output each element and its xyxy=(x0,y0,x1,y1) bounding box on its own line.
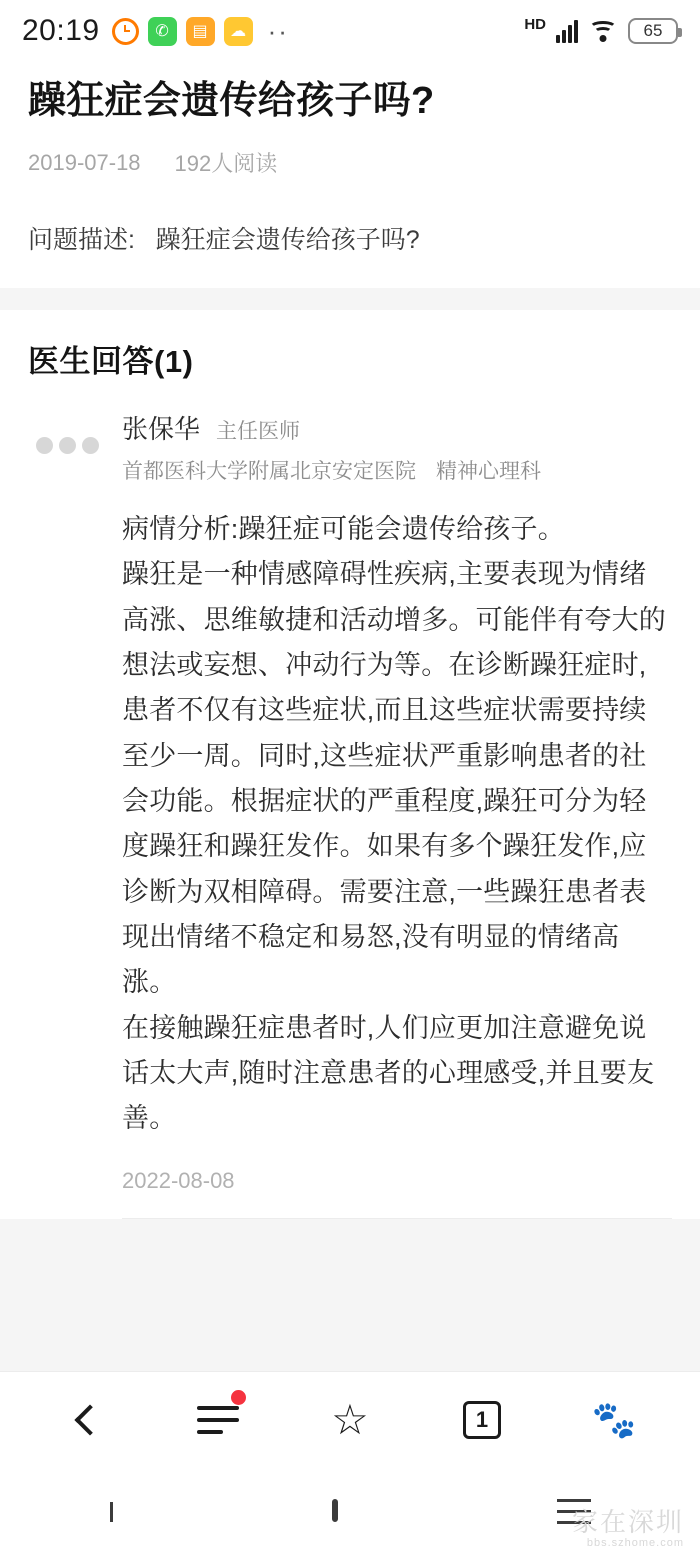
doctor-name[interactable]: 张保华 xyxy=(122,413,201,444)
status-notification-icons xyxy=(112,17,289,46)
page-title: 躁狂症会遗传给孩子吗? xyxy=(28,80,435,122)
doctor-block[interactable] xyxy=(28,407,672,485)
doctor-title: 主任医师 xyxy=(216,419,301,443)
nav-back-button[interactable] xyxy=(110,1502,113,1520)
article-meta xyxy=(28,147,672,178)
browser-toolbar xyxy=(0,1371,700,1467)
status-right-group xyxy=(524,15,678,44)
nav-home-icon xyxy=(332,1499,338,1522)
watermark-line2: bbs.szhome.com xyxy=(586,1536,684,1549)
answer-body xyxy=(122,507,672,1142)
avatar xyxy=(28,407,106,485)
answer-paragraph: 在接触躁狂症患者时,人们应更加注意避免说话太大声,随时注意患者的心理感受,并且要友善。 xyxy=(122,1012,655,1134)
answer-paragraph: 病情分析:躁狂症可能会遗传给孩子。 xyxy=(122,513,565,544)
profile-button[interactable] xyxy=(576,1382,652,1458)
more-notifications-icon: ·· xyxy=(267,16,289,46)
answer-paragraph: 躁狂是一种情感障碍性疾病,主要表现为情绪高涨、思维敏捷和活动增多。可能伴有夸大的想法或妄想、冲动行为等。在诊断躁狂症时,患者不仅有这些症状,而且这些症状需要持续至少一周。同时,这些症状严重影响患者的社会功能。根据症状的严重程度,躁狂可分为轻度躁狂和躁狂发作。如果有多个躁狂发作,应诊断为双相障碍。需要注意,一些躁狂患者表现出情绪不稳定和易怒,没有明显的情绪高涨。 xyxy=(122,559,666,998)
watermark-line1: 家在深圳 xyxy=(571,1507,684,1538)
nav-home-button[interactable] xyxy=(332,1502,338,1520)
battery-icon: 65 xyxy=(628,18,678,44)
chevron-left-icon xyxy=(74,1404,105,1435)
hd-badge: HD xyxy=(524,15,546,33)
page-blank-area xyxy=(0,1219,700,1371)
status-bar xyxy=(0,0,700,62)
star-icon: ☆ xyxy=(331,1395,369,1443)
doctor-secondary-line xyxy=(122,455,672,485)
question-description xyxy=(28,222,672,260)
doctor-hospital: 首都医科大学附属北京安定医院 xyxy=(122,459,416,483)
status-time: 20:19 xyxy=(22,14,100,47)
article-header xyxy=(0,62,700,288)
nav-back-icon xyxy=(110,1502,113,1522)
menu-icon xyxy=(197,1406,239,1434)
notification-dot-icon xyxy=(231,1390,246,1405)
favorite-button[interactable] xyxy=(312,1382,388,1458)
answers-section xyxy=(0,310,700,1219)
wifi-icon xyxy=(588,20,618,43)
doctor-department: 精神心理科 xyxy=(436,459,541,483)
menu-button[interactable] xyxy=(180,1382,256,1458)
paw-icon: 🐾 xyxy=(591,1398,637,1440)
android-nav-bar xyxy=(0,1467,700,1555)
cloud-icon: ☁ xyxy=(224,17,253,46)
memo-icon: ▤ xyxy=(186,17,215,46)
article-read-count: 192人阅读 xyxy=(174,151,278,177)
nav-recents-icon xyxy=(557,1499,591,1524)
back-button[interactable] xyxy=(48,1382,124,1458)
tab-count-badge: 1 xyxy=(463,1401,501,1439)
doctor-info xyxy=(122,407,672,485)
signal-icon xyxy=(556,19,578,43)
alarm-icon xyxy=(112,18,139,45)
question-description-text: 躁狂症会遗传给孩子吗? xyxy=(155,226,420,255)
article-date: 2019-07-18 xyxy=(28,149,141,175)
section-divider xyxy=(0,288,700,310)
answers-heading: 医生回答(1) xyxy=(28,343,194,379)
wechat-icon: ✆ xyxy=(148,17,177,46)
tabs-button[interactable] xyxy=(444,1382,520,1458)
answer-date: 2022-08-08 xyxy=(122,1167,235,1193)
question-description-label: 问题描述: xyxy=(28,226,135,255)
nav-recents-button[interactable] xyxy=(557,1499,591,1524)
doctor-primary-line xyxy=(122,409,672,446)
